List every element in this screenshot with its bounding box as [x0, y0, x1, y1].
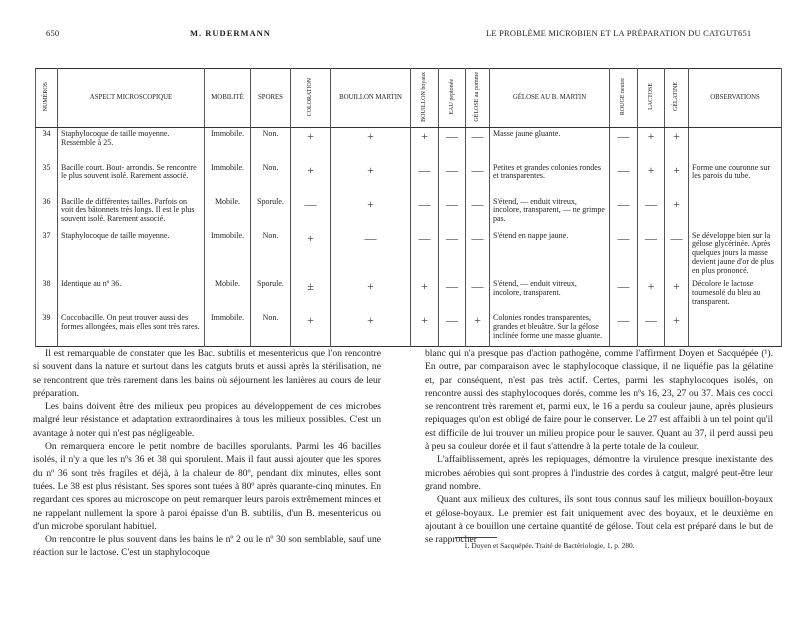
cell-aspect: Identique au nº 36.: [58, 278, 205, 312]
cell-num: 35: [36, 162, 58, 196]
cell-gpomme: —: [466, 278, 490, 312]
cell-aspect: Bacille de différentes tailles. Parfois on voit des bâtonnets très longs. Il est le plus souvent isolé. Rarement associé.: [58, 196, 205, 230]
cell-coloration: +: [291, 312, 331, 346]
cell-rouge: —: [610, 312, 638, 346]
author-header: M. RUDERMANN: [190, 28, 271, 38]
cell-bmartin: —: [331, 230, 411, 279]
running-title: LE PROBLÈME MICROBIEN ET LA PRÉPARATION DU CATGUT: [486, 28, 738, 38]
cell-rouge: —: [610, 196, 638, 230]
cell-gelatine: —: [665, 230, 689, 279]
cell-bmartin: +: [331, 196, 411, 230]
cell-eau: —: [439, 230, 466, 279]
header-lactose: LACTOSE: [638, 69, 665, 128]
header-aspect: ASPECT MICROSCOPIQUE: [58, 69, 205, 128]
cell-mobilite: Mobile.: [205, 278, 251, 312]
cell-mobilite: Immobile.: [205, 312, 251, 346]
cell-gmartin: Petites et grandes colonies rondes et transparentes.: [490, 162, 610, 196]
cell-aspect: Bacille court. Bout- arrondis. Se rencontre le plus souvent isolé. Rarement associé.: [58, 162, 205, 196]
cell-lactose: —: [638, 196, 665, 230]
table-row: [36, 128, 782, 162]
cell-gelatine: +: [665, 196, 689, 230]
cell-lactose: +: [638, 162, 665, 196]
paragraph: Quant aux milieux des cultures, ils sont tous connus sauf les milieux bouillon-boyaux et gélose-boyaux. Le premier est fait uniquement avec des boyaux, et le deuxième en ajoutant à ce bouillon une certaine quantité de gélose. Tout cela est préparé dans le but de se rapprocher: [425, 494, 773, 546]
cell-num: 38: [36, 278, 58, 312]
cell-lactose: +: [638, 278, 665, 312]
cell-bboyaux: —: [411, 230, 439, 279]
cell-gmartin: S'étend en nappe jaune.: [490, 230, 610, 279]
header-spores: SPORES: [251, 69, 291, 128]
cell-mobilite: Immobile.: [205, 162, 251, 196]
cell-spores: Sporule.: [251, 196, 291, 230]
page-number-left: 650: [46, 28, 60, 38]
header-observations: OBSERVATIONS: [689, 69, 782, 128]
header-eau-peptonee: EAU peptonée: [439, 69, 466, 128]
header-gelose-martin: GÉLOSE AU B. MARTIN: [490, 69, 610, 128]
table-row: [36, 230, 782, 279]
cell-eau: —: [439, 128, 466, 162]
cell-obs: Décolore le lactose tournesolé du bleu au transparent.: [689, 278, 782, 312]
cell-spores: Non.: [251, 128, 291, 162]
right-column-text: [425, 347, 773, 546]
cell-eau: —: [439, 278, 466, 312]
cell-gelatine: +: [665, 312, 689, 346]
cell-gpomme: —: [466, 128, 490, 162]
paragraph: Il est remarquable de constater que les Bac. subtilis et mesentericus que l'on rencontre si souvent dans la nature et surtout dans les catguts bruts et aussi après la stérilisation, ne se rencontrent que très rarement dans les bains où séjournent les lanières au cours de leur préparation.: [33, 348, 381, 399]
cell-num: 34: [36, 128, 58, 162]
cell-bmartin: +: [331, 312, 411, 346]
cell-bboyaux: —: [411, 196, 439, 230]
cell-num: 39: [36, 312, 58, 346]
cell-bmartin: +: [331, 278, 411, 312]
cell-obs: [689, 128, 782, 162]
cell-rouge: —: [610, 128, 638, 162]
header-mobilite: MOBILITÉ: [205, 69, 251, 128]
paragraph: blanc qui n'a presque pas d'action pathogène, comme l'affirment Doyen et Sacquépée (¹). En outre, par comparaison avec le staphylocoque classique, il ne liquéfie pas la gélatine et, par conséquent, n'est pas très actif. Certes, parmi les staphylocoques isolés, on rencontre aussi des staphylocoques dorés, comme les nºs 16, 23, 27 ou 37. Mais ces cocci se rencontrent très rarement et, parmi eux, le 16 a perdu sa couleur jaune, après plusieurs repiquages qu'on est obligé de faire pour le conserver. Le 27 est affaibli à un tel point qu'il est difficile de lui trouver un milieu propice pour le sauver. Quant au 37, il perd aussi peu à peu sa couleur dorée et il faut s'attendre à la perte totale de la couleur.: [425, 348, 773, 453]
cell-coloration: +: [291, 230, 331, 279]
cell-aspect: Staphylocoque de taille moyenne. Ressemble à 25.: [58, 128, 205, 162]
cell-coloration: +: [291, 162, 331, 196]
cell-bboyaux: +: [411, 312, 439, 346]
page-number-right: 651: [738, 28, 752, 38]
cell-spores: Non.: [251, 312, 291, 346]
cell-spores: Sporule.: [251, 278, 291, 312]
cell-coloration: +: [291, 128, 331, 162]
cell-aspect: Coccobacille. On peut trouver aussi des formes allongées, mais elles sont très rares.: [58, 312, 205, 346]
cell-spores: Non.: [251, 162, 291, 196]
cell-coloration: —: [291, 196, 331, 230]
cell-obs: Se développe bien sur la gélose glycérinée. Après quelques jours la masse devient jaune d'or de plus en plus prononcé.: [689, 230, 782, 279]
cell-rouge: —: [610, 230, 638, 279]
cell-mobilite: Immobile.: [205, 128, 251, 162]
cell-bmartin: +: [331, 128, 411, 162]
cell-lactose: +: [638, 128, 665, 162]
table-row: [36, 312, 782, 346]
cell-obs: [689, 312, 782, 346]
footnote-rule: [455, 537, 497, 538]
header-bouillon-martin: BOUILLON MARTIN: [331, 69, 411, 128]
cell-bboyaux: —: [411, 162, 439, 196]
header-gelatine: GÉLATINE: [665, 69, 689, 128]
cell-gmartin: S'étend, — enduit vitreux, incolore, transparent.: [490, 278, 610, 312]
cell-mobilite: Immobile.: [205, 230, 251, 279]
table-row: [36, 162, 782, 196]
paragraph: On remarquera encore le petit nombre de bacilles sporulants. Parmi les 46 bacilles isolés, il n'y a que les nºs 36 et 38 qui sporulent. Mais il faut aussi ajouter que les spores du nº 36 sont très fragiles et déjà, à la chaleur de 80º, pendant dix minutes, elles sont tuées. Le 38 est plus résistant. Ses spores sont tuées à 80º après quarante-cinq minutes. En regardant ces spores au microscope on peut remarquer leurs parois extrêmement minces et ne rappelant nullement la spore à paroi épaisse d'un B. subtilis, d'un B. mesentericus ou d'un microbe sporulant habituel.: [33, 441, 381, 532]
cell-gelatine: +: [665, 278, 689, 312]
cell-num: 37: [36, 230, 58, 279]
cell-eau: —: [439, 312, 466, 346]
cell-gelatine: +: [665, 128, 689, 162]
cell-gmartin: Masse jaune gluante.: [490, 128, 610, 162]
cell-gmartin: S'étend, — enduit vitreux, incolore, transparent, — ne grimpe pas.: [490, 196, 610, 230]
table-row: [36, 278, 782, 312]
header-bouillon-boyaux: BOUILLON boyaux: [411, 69, 439, 128]
cell-bmartin: +: [331, 162, 411, 196]
header-gelose-pomme: GÉLOSE au pomme: [466, 69, 490, 128]
left-column-text: [33, 347, 381, 560]
cell-rouge: —: [610, 162, 638, 196]
cell-gpomme: —: [466, 162, 490, 196]
cell-eau: —: [439, 196, 466, 230]
cell-aspect: Staphylocoque de taille moyenne.: [58, 230, 205, 279]
cell-num: 36: [36, 196, 58, 230]
cell-gpomme: +: [466, 312, 490, 346]
cell-eau: —: [439, 162, 466, 196]
paragraph: Les bains doivent être des milieux peu propices au développement de ces microbes malgré leur résistance et adaptation extraordinaires à tous les milieux possibles. C'est un avantage à noter qui n'est pas négligeable.: [33, 401, 381, 439]
cell-coloration: ±: [291, 278, 331, 312]
cell-obs: Forme une couronne sur les parois du tube.: [689, 162, 782, 196]
header-coloration: COLORATION: [291, 69, 331, 128]
cell-spores: Non.: [251, 230, 291, 279]
footnote: 1. Doyen et Sacquépée. Traité de Bactériologie, 1, p. 280.: [464, 541, 635, 550]
cell-lactose: —: [638, 230, 665, 279]
paragraph: On rencontre le plus souvent dans les bains le nº 2 ou le nº 30 son semblable, sauf une réaction sur le lactose. C'est un staphylocoque: [33, 534, 381, 559]
cell-gelatine: +: [665, 162, 689, 196]
cell-mobilite: Mobile.: [205, 196, 251, 230]
cell-gpomme: —: [466, 230, 490, 279]
cell-gpomme: —: [466, 196, 490, 230]
paragraph: L'affaiblissement, après les repiquages, démontre la virulence presque inexistante des microbes aérobies qui sont propres à l'industrie des cordes à catgut, malgré peut-être leur grand nombre.: [425, 454, 773, 492]
cell-rouge: —: [610, 278, 638, 312]
cell-gmartin: Colonies rondes transparentes, grandes et bleuâtre. Sur la gélose inclinée forme une masse gluante.: [490, 312, 610, 346]
bacteria-table: [35, 68, 782, 347]
cell-lactose: —: [638, 312, 665, 346]
table-row: [36, 196, 782, 230]
cell-obs: [689, 196, 782, 230]
cell-bboyaux: +: [411, 128, 439, 162]
header-rouge-neutre: ROUGE neutre: [610, 69, 638, 128]
header-numeros: NUMÉROS: [36, 69, 58, 128]
cell-bboyaux: +: [411, 278, 439, 312]
